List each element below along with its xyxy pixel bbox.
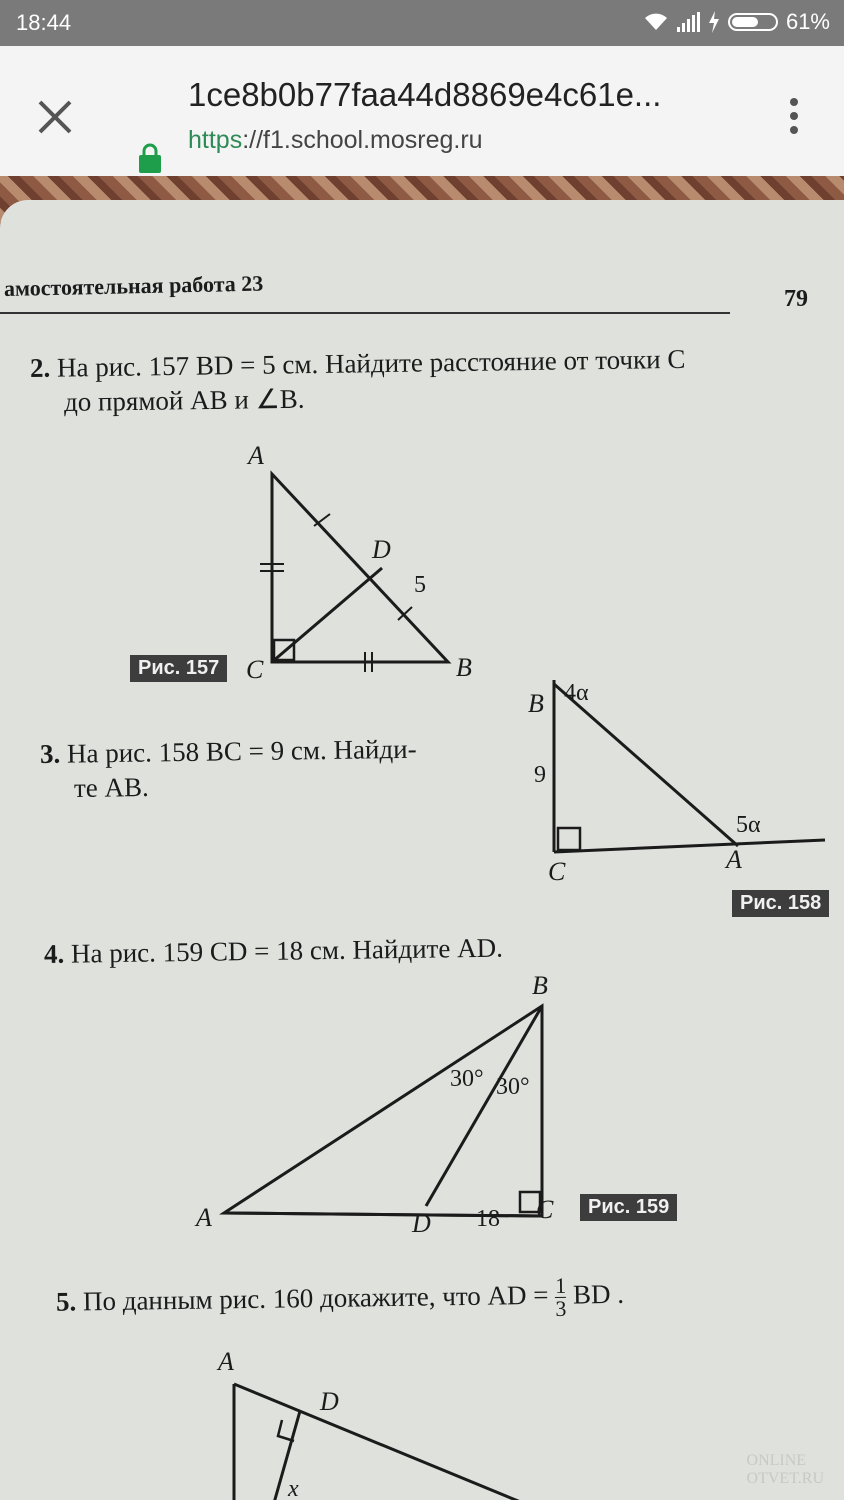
fig160-label-d: D bbox=[320, 1387, 339, 1416]
battery-percent: 61% bbox=[785, 9, 830, 34]
status-bar bbox=[0, 0, 844, 46]
status-icons bbox=[643, 9, 830, 35]
charging-icon bbox=[708, 11, 720, 33]
problem-2-line-1: 2. На рис. 157 BD = 5 см. Найдите расстояние от точки C bbox=[29, 343, 686, 383]
fig158-label-a: A bbox=[726, 845, 742, 874]
problem-3-line-1: 3. На рис. 158 BC = 9 см. Найди- bbox=[39, 733, 417, 769]
page-number: 79 bbox=[784, 286, 808, 312]
url-host: ://f1.school.mosreg.ru bbox=[242, 126, 483, 154]
fig157-label-a: A bbox=[248, 441, 264, 470]
fig160-label-x: x bbox=[288, 1476, 299, 1500]
close-icon[interactable] bbox=[32, 94, 78, 140]
url-scheme: https bbox=[188, 126, 243, 154]
fig160-label-a: A bbox=[218, 1347, 234, 1376]
fig157-caption: Рис. 157 bbox=[130, 655, 227, 682]
fig157-label-b: B bbox=[456, 653, 472, 682]
fig159-label-a: A bbox=[196, 1203, 212, 1232]
section-header: амостоятельная работа 23 bbox=[3, 270, 264, 301]
watermark: ONLINE OTVET.RU bbox=[746, 1452, 824, 1487]
fig158-label-b: B bbox=[528, 689, 544, 718]
fraction-one-third: $\frac{1}{3}$ bbox=[554, 1272, 567, 1322]
fig159-angle-1: 30° bbox=[450, 1066, 484, 1092]
fig159-angle-2: 30° bbox=[496, 1074, 530, 1100]
signal-icon bbox=[677, 12, 700, 32]
battery-icon bbox=[728, 13, 778, 31]
problem-2-line-2: до прямой AB и ∠B. bbox=[63, 383, 305, 417]
figure-158 bbox=[520, 670, 840, 890]
fig158-caption: Рис. 158 bbox=[732, 890, 829, 917]
fig157-label-d: D bbox=[372, 535, 391, 564]
figure-157 bbox=[240, 440, 490, 690]
problem-3-line-2: те AB. bbox=[73, 771, 149, 803]
fig157-label-c: C bbox=[246, 655, 264, 684]
figure-159 bbox=[180, 970, 600, 1240]
status-time: 18:44 bbox=[16, 10, 72, 35]
problem-5-line-1: 5. По данным рис. 160 докажите, что AD = $\frac{1}{3}$ BD . bbox=[55, 1272, 625, 1322]
fig159-label-d: D bbox=[412, 1209, 431, 1238]
header-rule bbox=[0, 312, 730, 314]
browser-toolbar bbox=[0, 46, 844, 176]
figure-160 bbox=[200, 1340, 560, 1500]
fig158-angle-a: 5α bbox=[736, 812, 761, 838]
page-title[interactable]: 1ce8b0b77faa44d8869e4c61e... bbox=[188, 76, 662, 113]
fig158-label-bc: 9 bbox=[534, 762, 546, 788]
lock-icon bbox=[138, 142, 162, 174]
wifi-icon bbox=[643, 12, 669, 32]
fig158-angle-b: 4α bbox=[564, 680, 589, 706]
page-url[interactable] bbox=[188, 126, 483, 155]
fig159-label-b: B bbox=[532, 971, 548, 1000]
fig157-label-bd: 5 bbox=[414, 572, 426, 598]
textbook-page bbox=[0, 200, 844, 1500]
fig159-caption: Рис. 159 bbox=[580, 1194, 677, 1221]
fig159-label-c: C bbox=[536, 1195, 554, 1224]
fig158-label-c: C bbox=[548, 857, 566, 886]
overflow-menu-icon[interactable] bbox=[784, 94, 804, 140]
fig159-label-dc: 18 bbox=[476, 1206, 500, 1232]
problem-4-line-1: 4. На рис. 159 CD = 18 см. Найдите AD. bbox=[43, 932, 504, 969]
